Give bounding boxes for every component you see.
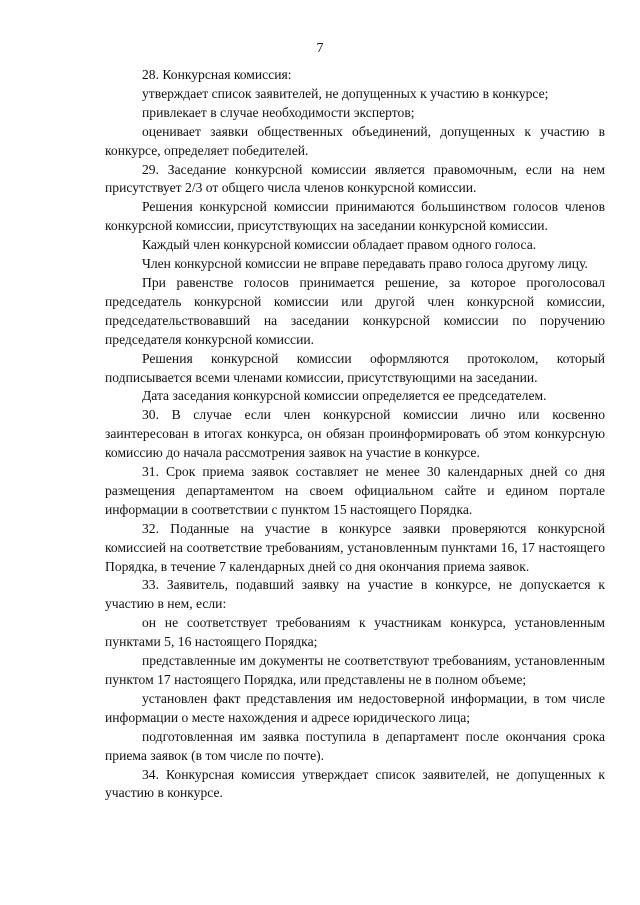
paragraph-32: 32. Поданные на участие в конкурсе заявки проверяются конкурсной комиссией на соответствие требованиям, установленным пунктами 16, 17 настоящего Порядка, в течение 7 календарных дней со дня окончания приема заявок.	[105, 520, 605, 574]
paragraph-29-no-transfer: Член конкурсной комиссии не вправе передавать право голоса другому лицу.	[142, 256, 588, 272]
paragraph-28-item-3: оценивает заявки общественных объединений, допущенных к участию в конкурсе, определяет победителей.	[105, 123, 605, 158]
paragraph-30: 30. В случае если член конкурсной комиссии лично или косвенно заинтересован в итогах конкурса, он обязан проинформировать об этом конкурсную комиссию до начала рассмотрения заявок на участие в конкурсе.	[105, 407, 605, 461]
paragraph-33-item-2: представленные им документы не соответствуют требованиям, установленным пунктом 17 настоящего Порядка, или представлены не в полном объеме;	[105, 653, 605, 687]
paragraph-33-item-4: подготовленная им заявка поступила в департамент после окончания срока приема заявок (в том числе по почте).	[105, 728, 605, 763]
paragraph-29-tie: При равенстве голосов принимается решение, за которое проголосовал председатель конкурсной комиссии или другой член конкурсной комиссии, председательствовавший на заседании конкурсной комиссии по поручению председателя конкурсной комиссии.	[105, 274, 605, 347]
paragraph-28-item-2: привлекает в случае необходимости экспертов;	[142, 104, 415, 120]
paragraph-28-heading: 28. Конкурсная комиссия:	[142, 67, 292, 82]
paragraph-34: 34. Конкурсная комиссия утверждает список заявителей, не допущенных к участию в конкурсе.	[105, 766, 605, 801]
document-body	[105, 66, 605, 803]
paragraph-28-item-1: утверждает список заявителей, не допущенных к участию в конкурсе;	[142, 85, 549, 101]
paragraph-29: 29. Заседание конкурсной комиссии является правомочным, если на нем присутствует 2/3 от общего числа членов конкурсной комиссии.	[105, 161, 605, 196]
paragraph-31: 31. Срок приема заявок составляет не менее 30 календарных дней со дня размещения департаментом на своем официальном сайте и едином портале информации в соответствии с пунктом 15 настоящего Порядка.	[105, 464, 605, 517]
paragraph-29-votes: Каждый член конкурсной комиссии обладает правом одного голоса.	[142, 237, 537, 253]
page-number: 7	[316, 41, 324, 56]
paragraph-29-protocol: Решения конкурсной комиссии оформляются протоколом, который подписывается всеми членами комиссии, присутствующими на заседании.	[105, 350, 605, 385]
paragraph-29-date: Дата заседания конкурсной комиссии определяется ее председателем.	[142, 388, 547, 404]
paragraph-29-decisions: Решения конкурсной комиссии принимаются большинством голосов членов конкурсной комиссии, присутствующих на заседании конкурсной комиссии.	[105, 199, 605, 234]
paragraph-33-item-1: он не соответствует требованиям к участникам конкурса, установленным пунктами 5, 16 настоящего Порядка;	[105, 615, 605, 650]
paragraph-33: 33. Заявитель, подавший заявку на участие в конкурсе, не допускается к участию в нем, если:	[105, 577, 605, 612]
paragraph-33-item-3: установлен факт представления им недостоверной информации, в том числе информации о месте нахождения и адресе юридического лица;	[105, 690, 605, 725]
